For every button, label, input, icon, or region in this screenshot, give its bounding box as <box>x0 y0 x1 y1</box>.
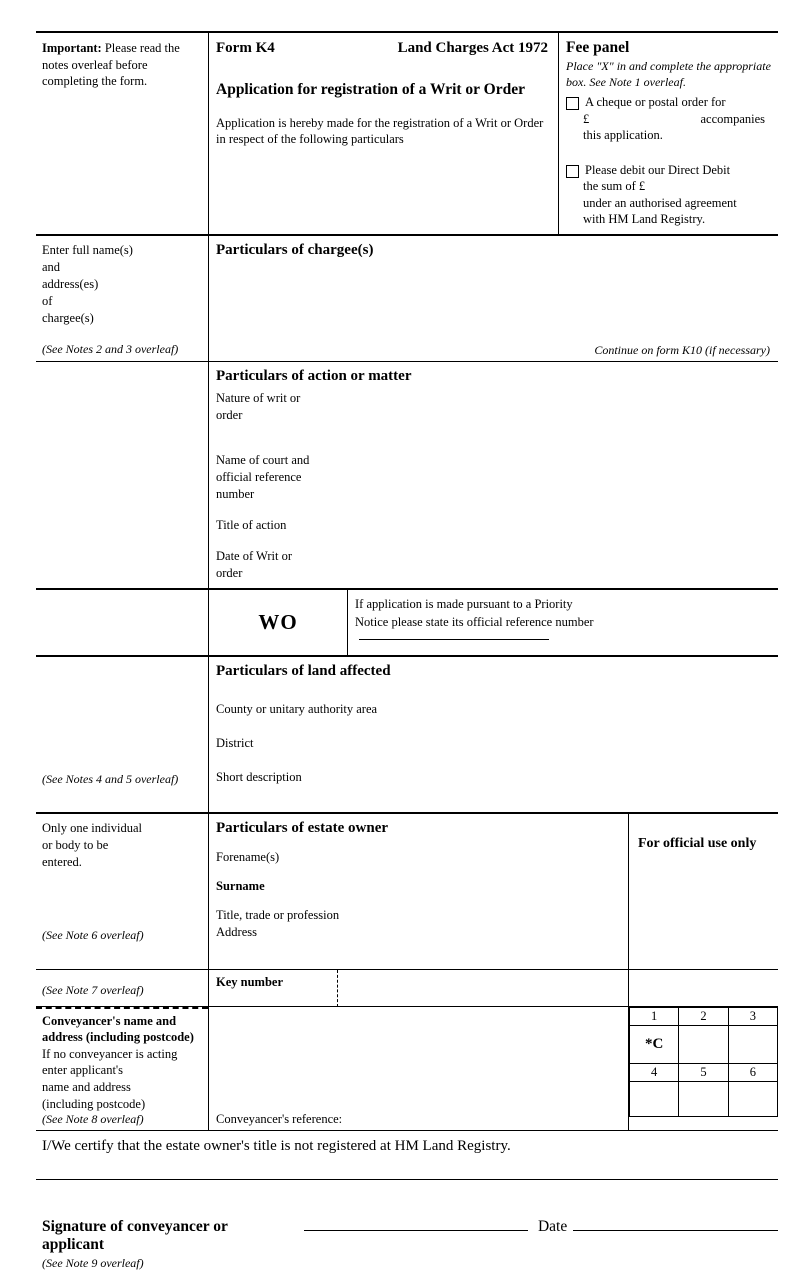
field-district: District <box>216 735 254 750</box>
priority-line-2-wrap <box>355 614 770 649</box>
key-number-entry-area[interactable] <box>208 970 628 1006</box>
land-section <box>36 655 778 812</box>
application-title: Application for registration of a Writ or Order <box>216 81 525 98</box>
land-heading: Particulars of land affected <box>216 662 391 679</box>
official-use-label: For official use only <box>638 835 757 851</box>
action-heading: Particulars of action or matter <box>216 368 412 384</box>
fee-panel-instruction: Place "X" in and complete the appropriate box. See Note 1 overleaf. <box>566 59 771 89</box>
field-court-name <box>216 452 770 503</box>
official-grid-table <box>629 1007 778 1117</box>
estate-owner-instructions <box>36 814 208 969</box>
grid-cell-blank[interactable] <box>630 1081 679 1116</box>
field-line: official reference <box>216 470 302 484</box>
fee-dd-line2: the sum of £ <box>583 179 646 194</box>
table-row <box>630 1063 778 1081</box>
field-line: order <box>216 408 243 422</box>
conveyancer-entry-area[interactable] <box>208 1007 628 1131</box>
grid-cell-blank[interactable] <box>728 1081 777 1116</box>
conveyancer-line: If no conveyancer is acting <box>42 1046 178 1061</box>
field-date-of-writ <box>216 548 770 582</box>
fee-dd-line4: with HM Land Registry. <box>583 212 706 227</box>
estate-owner-instruction-line: Only one individual <box>42 820 142 835</box>
key-number-label: Key number <box>216 974 284 989</box>
header-section <box>36 31 778 234</box>
conveyancer-note-ref: (See Note 8 overleaf) <box>42 1112 144 1127</box>
field-line: Nature of writ or <box>216 391 301 405</box>
chargee-instruction-line: address(es) <box>42 276 99 291</box>
conveyancer-label: Conveyancer's name and address (including postcode) <box>42 1013 194 1045</box>
action-section <box>36 361 778 588</box>
estate-owner-instruction-line: or body to be <box>42 837 109 852</box>
table-row <box>630 1025 778 1063</box>
fee-panel <box>558 33 778 234</box>
fee-dd-line3: under an authorised agreement <box>583 195 737 210</box>
field-line: Name of court and <box>216 453 310 467</box>
chargee-instruction-line: Enter full name(s) <box>42 242 133 257</box>
chargee-instruction-line: and <box>42 259 61 274</box>
fee-option-directdebit[interactable] <box>566 162 772 179</box>
key-number-note-ref: (See Note 7 overleaf) <box>42 982 144 997</box>
field-line: Date of Writ or <box>216 549 292 563</box>
signature-note-ref: (See Note 9 overleaf) <box>42 1256 144 1271</box>
grid-cell-6: 6 <box>728 1063 777 1081</box>
certification-text: I/We certify that the estate owner's title is not registered at HM Land Registry. <box>42 1138 511 1155</box>
important-notice <box>36 33 208 234</box>
fee-option-cheque[interactable] <box>566 94 772 111</box>
chargee-heading: Particulars of chargee(s) <box>216 241 374 258</box>
official-use-blank <box>628 970 778 1006</box>
grid-cell-4: 4 <box>630 1063 679 1081</box>
land-entry-area[interactable] <box>208 657 778 812</box>
wo-code: WO <box>208 590 348 655</box>
field-nature-of-writ <box>216 390 770 424</box>
field-county: County or unitary authority area <box>216 701 378 716</box>
application-note: Application is hereby made for the registration of a Writ or Order in respect of the following particulars <box>216 116 544 147</box>
grid-cell-blank[interactable] <box>728 1025 777 1063</box>
signature-label: Signature of conveyancer or applicant <box>42 1218 228 1254</box>
form-k4 <box>36 31 778 1271</box>
table-row <box>630 1007 778 1025</box>
wo-left-blank <box>36 590 208 655</box>
estate-owner-instruction-line: entered. <box>42 854 82 869</box>
key-number-divider <box>337 970 339 1007</box>
official-use-box <box>628 814 778 969</box>
conveyancer-line: enter applicant's <box>42 1063 124 1078</box>
land-left-notes <box>36 657 208 812</box>
chargee-instructions <box>36 236 208 361</box>
act-title: Land Charges Act 1972 <box>397 40 548 56</box>
wo-section <box>36 588 778 655</box>
conveyancer-line: (including postcode) <box>42 1096 146 1111</box>
chargee-note-ref: (See Notes 2 and 3 overleaf) <box>42 341 179 356</box>
key-number-left <box>36 970 208 1006</box>
priority-reference-blank[interactable] <box>359 639 549 640</box>
certification-divider <box>36 1130 778 1131</box>
grid-cell-5: 5 <box>679 1063 728 1081</box>
estate-owner-section <box>36 812 778 969</box>
accompanies-text: accompanies <box>700 111 766 126</box>
form-title-row <box>216 40 548 57</box>
chargee-entry-area[interactable] <box>208 236 778 361</box>
fee-option-cheque-label: A cheque or postal order for <box>585 95 726 110</box>
grid-cell-3: 3 <box>728 1007 777 1025</box>
field-surname: Surname <box>216 878 265 893</box>
conveyancer-section <box>36 1006 778 1131</box>
estate-owner-heading: Particulars of estate owner <box>216 819 389 836</box>
field-title-trade: Title, trade or profession <box>216 907 340 922</box>
conveyancer-reference-label: Conveyancer's reference: <box>216 1112 343 1127</box>
priority-line-2: Notice please state its official reference number <box>355 614 594 629</box>
date-input[interactable] <box>573 1229 778 1231</box>
field-line: order <box>216 566 243 580</box>
fee-panel-title: Fee panel <box>566 39 630 56</box>
priority-line-1: If application is made pursuant to a Priority <box>355 597 573 611</box>
signature-input[interactable] <box>304 1229 528 1231</box>
field-short-description: Short description <box>216 769 302 784</box>
conveyancer-instructions <box>36 1007 208 1131</box>
grid-cell-blank[interactable] <box>679 1081 728 1116</box>
conveyancer-line: name and address <box>42 1080 131 1094</box>
fee-cheque-amount-line <box>583 111 772 128</box>
priority-notice-area[interactable] <box>348 590 778 655</box>
fee-option-directdebit-label: Please debit our Direct Debit <box>585 162 731 177</box>
grid-cell-blank[interactable] <box>679 1025 728 1063</box>
field-forenames: Forename(s) <box>216 849 280 864</box>
estate-owner-entry-area[interactable] <box>208 814 628 969</box>
estate-owner-note-ref: (See Note 6 overleaf) <box>42 927 144 942</box>
key-number-section <box>36 969 778 1006</box>
action-entry-area[interactable] <box>208 362 778 588</box>
land-note-ref: (See Notes 4 and 5 overleaf) <box>42 771 179 786</box>
chargee-instruction-line: chargee(s) <box>42 310 94 325</box>
field-line: number <box>216 487 255 501</box>
fee-cheque-line3: this application. <box>583 128 663 143</box>
currency-symbol: £ <box>583 111 590 126</box>
chargee-instruction-line: of <box>42 293 53 308</box>
form-number: Form K4 <box>216 40 275 56</box>
action-left-blank <box>36 362 208 588</box>
chargee-continue-note: Continue on form K10 (if necessary) <box>594 343 770 357</box>
important-label: Important: <box>42 41 102 55</box>
official-use-grid <box>628 1007 778 1131</box>
form-title-block <box>208 33 558 234</box>
field-title-of-action: Title of action <box>216 518 287 532</box>
chargee-section <box>36 234 778 361</box>
grid-cell-mark: *C <box>630 1025 679 1063</box>
date-label: Date <box>537 1218 568 1236</box>
checkbox-icon[interactable] <box>566 97 579 110</box>
grid-cell-2: 2 <box>679 1007 728 1025</box>
signature-divider <box>36 1179 778 1180</box>
field-address: Address <box>216 924 257 939</box>
signature-block <box>36 1218 778 1254</box>
grid-cell-1: 1 <box>630 1007 679 1025</box>
table-row <box>630 1081 778 1116</box>
checkbox-icon[interactable] <box>566 165 579 178</box>
important-text: Please read the notes overleaf before completing the form. <box>42 41 180 88</box>
